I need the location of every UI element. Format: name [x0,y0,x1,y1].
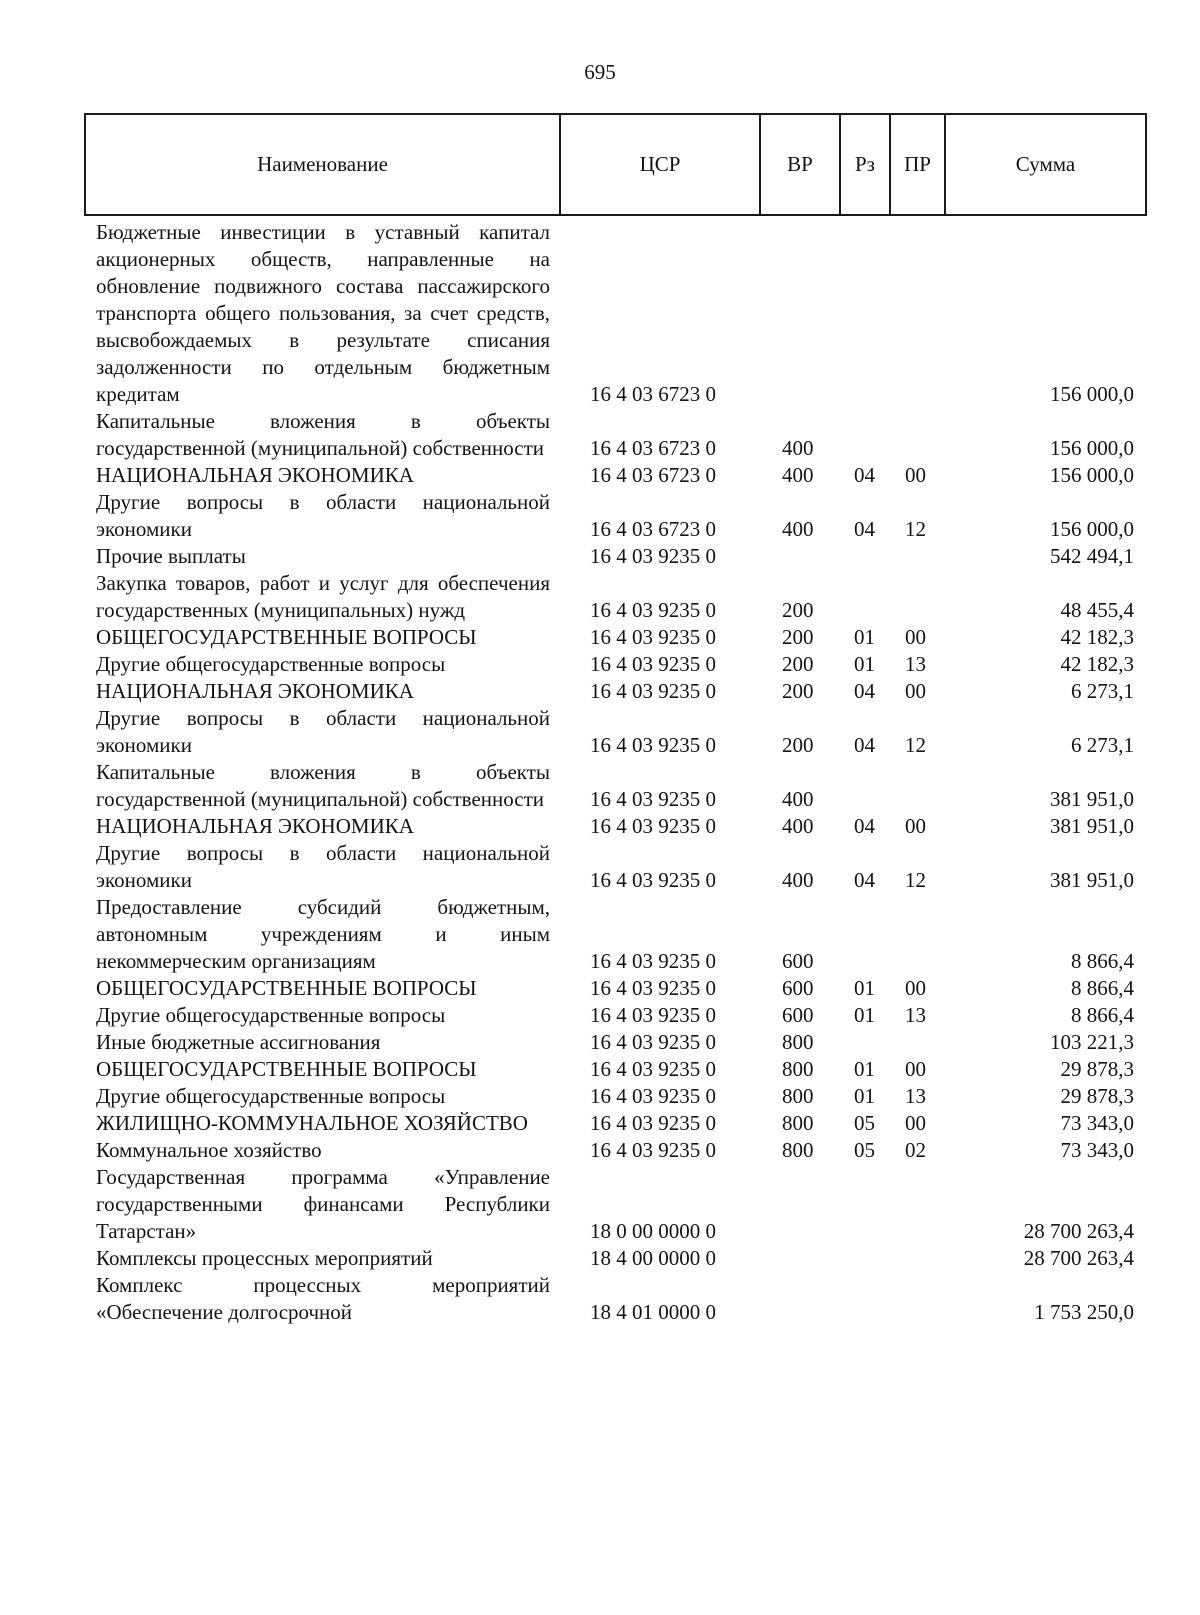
cell-vr [760,543,840,570]
cell-rz: 01 [854,652,875,676]
cell-csr: 16 4 03 9235 0 [590,949,716,973]
table-row [85,1056,1146,1083]
cell-rz [840,215,890,408]
cell-pr: 00 [905,814,926,838]
header-pr: ПР [890,114,945,215]
table-row [85,1272,1146,1326]
cell-pr: 00 [905,463,926,487]
cell-vr [760,215,840,408]
cell-pr: 02 [905,1138,926,1162]
cell-sum: 8 866,4 [1071,1003,1134,1027]
cell-csr: 18 4 01 0000 0 [590,1300,716,1324]
cell-vr: 800 [782,1030,814,1054]
cell-vr: 200 [782,598,814,622]
cell-pr: 00 [905,679,926,703]
cell-vr: 600 [782,976,814,1000]
table-row [85,894,1146,975]
cell-sum: 6 273,1 [1071,733,1134,757]
cell-sum: 42 182,3 [1060,652,1134,676]
cell-pr: 12 [905,868,926,892]
cell-csr: 16 4 03 9235 0 [590,1003,716,1027]
cell-rz: 04 [854,733,875,757]
cell-csr: 16 4 03 9235 0 [590,1111,716,1135]
cell-pr: 00 [905,1111,926,1135]
cell-name: ОБЩЕГОСУДАРСТВЕННЫЕ ВОПРОСЫ [96,1057,477,1081]
cell-name: Государственная программа «Управление государственными финансами Республики Татарстан» [96,1165,550,1243]
cell-name: Предоставление субсидий бюджетным, автономным учреждениям и иным некоммерческим организациям [96,895,550,973]
cell-sum: 156 000,0 [1050,463,1134,487]
cell-rz: 05 [854,1111,875,1135]
cell-vr: 400 [782,814,814,838]
budget-table [84,113,1147,1326]
cell-sum: 542 494,1 [1050,544,1134,568]
cell-rz [840,759,890,813]
cell-name: Бюджетные инвестиции в уставный капитал акционерных обществ, направленные на обновление подвижного состава пассажирского транспорта общего пользования, за счет средств, высвобождаемых в результате списания задолженности по отдельным бюджетным кредитам [96,220,550,406]
cell-csr: 16 4 03 9235 0 [590,814,716,838]
cell-rz [840,1272,890,1326]
cell-vr: 800 [782,1084,814,1108]
table-row [85,975,1146,1002]
cell-pr [890,408,945,462]
cell-sum: 156 000,0 [1050,517,1134,541]
cell-vr: 400 [782,517,814,541]
cell-rz [840,1029,890,1056]
cell-vr: 600 [782,949,814,973]
cell-pr: 13 [905,1003,926,1027]
cell-name: Комплексы процессных мероприятий [96,1246,433,1270]
page-number: 695 [584,60,616,84]
cell-vr: 400 [782,463,814,487]
cell-vr: 800 [782,1111,814,1135]
header-csr: ЦСР [560,114,760,215]
cell-sum: 381 951,0 [1050,814,1134,838]
cell-name: Другие общегосударственные вопросы [96,1003,446,1027]
cell-rz: 01 [854,1003,875,1027]
table-row [85,543,1146,570]
cell-name: Капитальные вложения в объекты государственной (муниципальной) собственности [96,409,550,460]
cell-csr: 16 4 03 9235 0 [590,544,716,568]
cell-rz: 01 [854,1084,875,1108]
cell-name: Прочие выплаты [96,544,246,568]
table-row [85,1245,1146,1272]
cell-name: НАЦИОНАЛЬНАЯ ЭКОНОМИКА [96,679,414,703]
cell-csr: 16 4 03 9235 0 [590,976,716,1000]
table-row [85,759,1146,813]
cell-sum: 156 000,0 [1050,436,1134,460]
cell-pr [890,1272,945,1326]
cell-csr: 16 4 03 9235 0 [590,1030,716,1054]
table-header [85,114,1146,215]
table-row [85,215,1146,408]
table-row [85,1110,1146,1137]
cell-vr: 800 [782,1138,814,1162]
cell-csr: 16 4 03 6723 0 [590,436,716,460]
cell-csr: 16 4 03 9235 0 [590,679,716,703]
cell-name: Другие вопросы в области национальной экономики [96,490,550,541]
cell-rz: 04 [854,463,875,487]
cell-sum: 6 273,1 [1071,679,1134,703]
table-row [85,1137,1146,1164]
cell-rz [840,1245,890,1272]
cell-csr: 16 4 03 9235 0 [590,625,716,649]
table-row [85,462,1146,489]
cell-sum: 29 878,3 [1060,1084,1134,1108]
cell-pr [890,1029,945,1056]
cell-sum: 381 951,0 [1050,787,1134,811]
cell-name: Другие общегосударственные вопросы [96,652,446,676]
table-row [85,1083,1146,1110]
cell-rz: 05 [854,1138,875,1162]
cell-csr: 16 4 03 9235 0 [590,868,716,892]
cell-rz: 01 [854,1057,875,1081]
cell-name: Другие вопросы в области национальной экономики [96,706,550,757]
cell-rz [840,408,890,462]
cell-vr: 400 [782,787,814,811]
cell-pr: 12 [905,733,926,757]
cell-rz: 04 [854,868,875,892]
cell-name: Комплекс процессных мероприятий «Обеспечение долгосрочной [96,1273,550,1324]
cell-sum: 381 951,0 [1050,868,1134,892]
table-row [85,1164,1146,1245]
cell-name: НАЦИОНАЛЬНАЯ ЭКОНОМИКА [96,463,414,487]
header-rz: Рз [840,114,890,215]
cell-vr: 400 [782,436,814,460]
cell-csr: 18 4 00 0000 0 [590,1246,716,1270]
cell-vr: 200 [782,625,814,649]
cell-sum: 73 343,0 [1060,1138,1134,1162]
cell-vr: 200 [782,733,814,757]
cell-vr: 200 [782,652,814,676]
cell-rz [840,570,890,624]
table-row [85,624,1146,651]
table-body [85,215,1146,1326]
cell-rz: 04 [854,517,875,541]
cell-csr: 16 4 03 9235 0 [590,652,716,676]
cell-csr: 16 4 03 6723 0 [590,517,716,541]
cell-sum: 73 343,0 [1060,1111,1134,1135]
table-row [85,705,1146,759]
table-row [85,1002,1146,1029]
table-row [85,840,1146,894]
table-row [85,408,1146,462]
cell-csr: 16 4 03 9235 0 [590,598,716,622]
cell-rz: 04 [854,814,875,838]
cell-pr [890,1245,945,1272]
cell-sum: 28 700 263,4 [1023,1219,1134,1243]
cell-vr: 800 [782,1057,814,1081]
cell-pr [890,759,945,813]
cell-sum: 42 182,3 [1060,625,1134,649]
cell-pr [890,215,945,408]
cell-vr: 400 [782,868,814,892]
cell-csr: 18 0 00 0000 0 [590,1219,716,1243]
cell-sum: 156 000,0 [1050,382,1134,406]
cell-csr: 16 4 03 9235 0 [590,1057,716,1081]
cell-pr [890,570,945,624]
cell-rz: 01 [854,625,875,649]
cell-sum: 1 753 250,0 [1034,1300,1134,1324]
cell-sum: 8 866,4 [1071,949,1134,973]
cell-pr [890,894,945,975]
cell-name: НАЦИОНАЛЬНАЯ ЭКОНОМИКА [96,814,414,838]
cell-vr [760,1164,840,1245]
cell-sum: 103 221,3 [1050,1030,1134,1054]
cell-pr: 00 [905,625,926,649]
table-row [85,1029,1146,1056]
cell-rz [840,894,890,975]
cell-vr: 600 [782,1003,814,1027]
cell-rz [840,1164,890,1245]
cell-vr [760,1245,840,1272]
cell-vr: 200 [782,679,814,703]
cell-pr: 13 [905,1084,926,1108]
cell-name: Капитальные вложения в объекты государственной (муниципальной) собственности [96,760,550,811]
cell-name: Другие общегосударственные вопросы [96,1084,446,1108]
cell-vr [760,1272,840,1326]
header-name: Наименование [85,114,560,215]
cell-name: Другие вопросы в области национальной экономики [96,841,550,892]
table-row [85,678,1146,705]
cell-pr [890,543,945,570]
table-row [85,489,1146,543]
cell-csr: 16 4 03 9235 0 [590,1084,716,1108]
cell-name: Иные бюджетные ассигнования [96,1030,381,1054]
cell-pr: 00 [905,976,926,1000]
cell-pr: 00 [905,1057,926,1081]
cell-sum: 29 878,3 [1060,1057,1134,1081]
cell-name: Коммунальное хозяйство [96,1138,322,1162]
header-sum: Сумма [945,114,1146,215]
cell-sum: 8 866,4 [1071,976,1134,1000]
cell-csr: 16 4 03 9235 0 [590,1138,716,1162]
cell-csr: 16 4 03 9235 0 [590,787,716,811]
cell-csr: 16 4 03 6723 0 [590,382,716,406]
table-row [85,813,1146,840]
cell-name: ЖИЛИЩНО-КОММУНАЛЬНОЕ ХОЗЯЙСТВО [96,1111,528,1135]
cell-pr: 12 [905,517,926,541]
cell-sum: 28 700 263,4 [1023,1246,1134,1270]
cell-pr: 13 [905,652,926,676]
cell-rz: 04 [854,679,875,703]
cell-rz: 01 [854,976,875,1000]
cell-csr: 16 4 03 6723 0 [590,463,716,487]
cell-csr: 16 4 03 9235 0 [590,733,716,757]
cell-name: Закупка товаров, работ и услуг для обеспечения государственных (муниципальных) нужд [96,571,550,622]
cell-sum: 48 455,4 [1060,598,1134,622]
table-row [85,570,1146,624]
cell-name: ОБЩЕГОСУДАРСТВЕННЫЕ ВОПРОСЫ [96,625,477,649]
cell-pr [890,1164,945,1245]
table-row [85,651,1146,678]
cell-rz [840,543,890,570]
cell-name: ОБЩЕГОСУДАРСТВЕННЫЕ ВОПРОСЫ [96,976,477,1000]
header-vr: ВР [760,114,840,215]
